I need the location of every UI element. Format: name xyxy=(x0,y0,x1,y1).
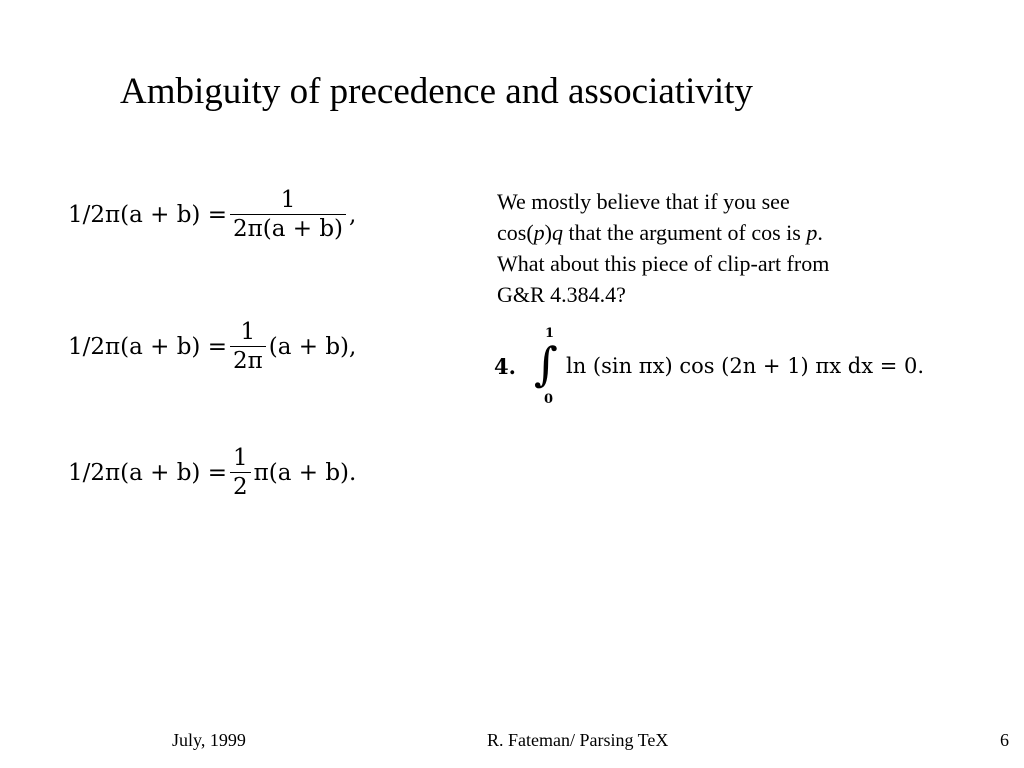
equation-lhs: 1/2π(a + b) = xyxy=(68,201,227,228)
page-number: 6 xyxy=(1000,730,1009,750)
math-variable: q xyxy=(551,220,563,245)
equation-lhs: 1/2π(a + b) = xyxy=(68,459,227,486)
text-fragment: that the argument of cos is xyxy=(562,220,807,245)
denominator: 2π xyxy=(230,346,266,375)
equation-lhs: 1/2π(a + b) = xyxy=(68,333,227,360)
text-fragment: cos( xyxy=(497,220,534,245)
math-variable: p xyxy=(533,220,545,245)
numerator: 1 xyxy=(233,445,248,471)
equation-tail: π(a + b). xyxy=(253,459,357,486)
equation-tail: , xyxy=(349,201,357,228)
denominator: 2π(a + b) xyxy=(230,214,346,243)
integral-expression: ln (sin πx) cos (2n + 1) πx dx = 0. xyxy=(566,354,925,378)
text-line xyxy=(497,217,917,248)
math-variable: p xyxy=(806,220,818,245)
text-fragment: ) xyxy=(544,220,552,245)
equation-3 xyxy=(68,444,356,501)
explanation-text xyxy=(497,186,917,310)
text-line: We mostly believe that if you see xyxy=(497,189,790,214)
integral-upper-limit: 1 xyxy=(545,326,555,341)
denominator: 2 xyxy=(230,472,251,501)
clipart-integral xyxy=(494,326,924,410)
numerator: 1 xyxy=(240,319,256,345)
text-fragment: . xyxy=(817,220,823,245)
clipart-label: 4. xyxy=(494,354,516,379)
numerator: 1 xyxy=(280,187,296,213)
slide-title: Ambiguity of precedence and associativity xyxy=(120,71,753,112)
integral-lower-limit: 0 xyxy=(544,392,554,407)
text-line: What about this piece of clip-art from xyxy=(497,251,830,276)
fraction xyxy=(230,186,346,243)
fraction xyxy=(230,444,251,501)
equation-1 xyxy=(68,186,356,243)
footer-author: R. Fateman/ Parsing TeX xyxy=(487,730,669,750)
text-line: G&R 4.384.4? xyxy=(497,282,626,307)
integral-sign: ∫ xyxy=(534,337,558,391)
equation-2 xyxy=(68,318,356,375)
fraction xyxy=(230,318,266,375)
footer-date: July, 1999 xyxy=(172,730,246,750)
equation-tail: (a + b), xyxy=(268,333,357,360)
